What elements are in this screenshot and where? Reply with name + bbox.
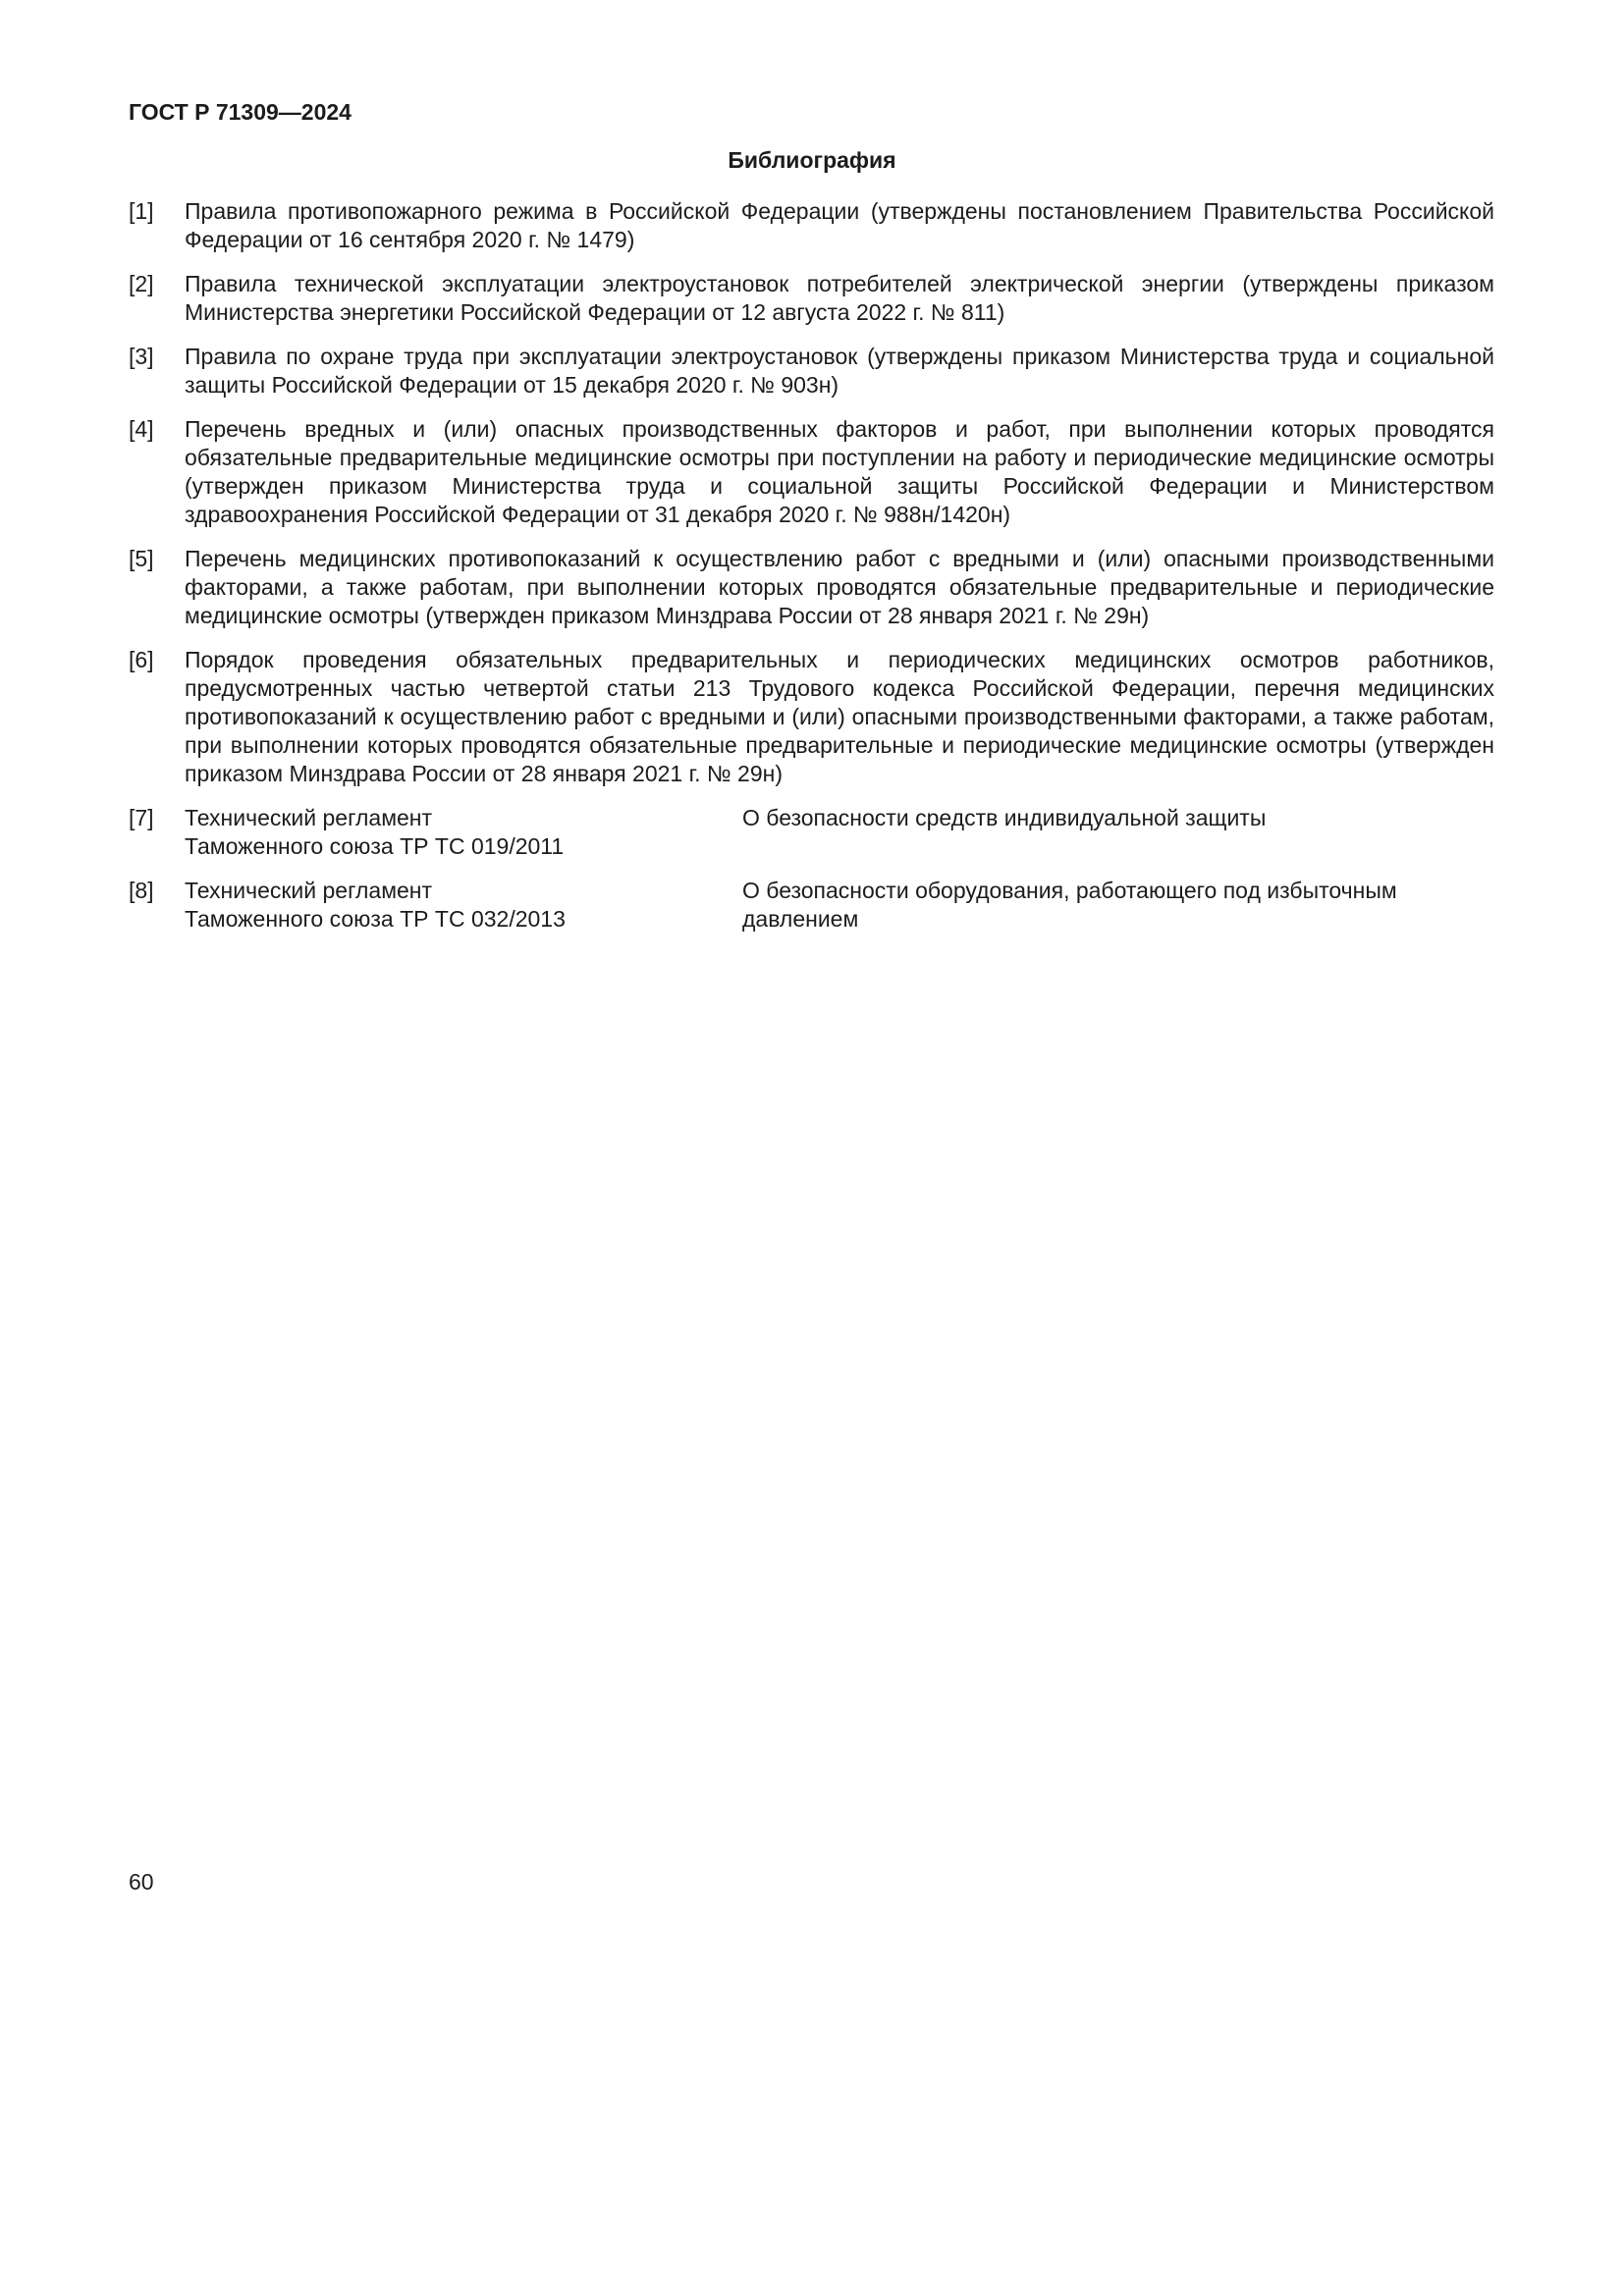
entry-text: Перечень медицинских противопоказаний к осуществлению работ с вредными и (или) опасными производственными факторами, а также работам, при выполнении которых проводятся обязательные предварительные и периодические медицинские осмотры (утвержден приказом Минздрава России от 28 января 2021 г. № 29н): [185, 546, 1494, 628]
page-title: Библиография: [728, 147, 896, 173]
document-header: ГОСТ Р 71309—2024: [129, 99, 352, 125]
entry-text: Порядок проведения обязательных предварительных и периодических медицинских осмотров работников, предусмотренных частью четвертой статьи 213 Трудового кодекса Российской Федерации, перечня медицинских противопоказаний к осуществлению работ с вредными и (или) опасными производственными факторами, а также работам, при выполнении которых проводятся обязательные предварительные и периодические медицинские осмотры (утвержден приказом Минздрава России от 28 января 2021 г. № 29н): [185, 647, 1494, 786]
entry-left-line: Технический регламент: [185, 878, 433, 903]
entry-text: Правила технической эксплуатации электроустановок потребителей электрической энергии (утверждены приказом Министерства энергетики Российской Федерации от 12 августа 2022 г. № 811): [185, 271, 1494, 325]
bibliography-list: [129, 197, 1494, 949]
entry-number: [4]: [129, 416, 154, 442]
entry-number: [7]: [129, 805, 154, 830]
entry-number: [8]: [129, 878, 154, 903]
entry-right-column: О безопасности средств индивидуальной защиты: [742, 805, 1267, 830]
entry-left-line: Технический регламент: [185, 805, 433, 830]
bibliography-entry: [129, 804, 1494, 861]
entry-text: Перечень вредных и (или) опасных производственных факторов и работ, при выполнении которых проводятся обязательные предварительные медицинские осмотры при поступлении на работу и периодические медицинские осмотры (утвержден приказом Министерства труда и социальной защиты Российской Федерации и Министерством здравоохранения Российской Федерации от 31 декабря 2020 г. № 988н/1420н): [185, 416, 1494, 527]
entry-text: Правила противопожарного режима в Российской Федерации (утверждены постановлением Правительства Российской Федерации от 16 сентября 2020 г. № 1479): [185, 198, 1494, 252]
entry-right-column: О безопасности оборудования, работающего под избыточным давлением: [742, 878, 1397, 932]
entry-number: [3]: [129, 344, 154, 369]
bibliography-entry: [129, 415, 1494, 529]
bibliography-entry: [129, 343, 1494, 400]
entry-left-column: [185, 804, 742, 861]
bibliography-entry: [129, 270, 1494, 327]
entry-columns: [185, 804, 1494, 861]
bibliography-entry: [129, 197, 1494, 254]
entry-number: [6]: [129, 647, 154, 672]
entry-number: [2]: [129, 271, 154, 296]
bibliography-entry: [129, 877, 1494, 934]
page-number: 60: [129, 1869, 154, 1895]
entry-number: [1]: [129, 198, 154, 224]
entry-text: Правила по охране труда при эксплуатации электроустановок (утверждены приказом Министерства труда и социальной защиты Российской Федерации от 15 декабря 2020 г. № 903н): [185, 344, 1494, 398]
entry-number: [5]: [129, 546, 154, 571]
entry-left-line: Таможенного союза ТР ТС 032/2013: [185, 906, 566, 932]
entry-left-line: Таможенного союза ТР ТС 019/2011: [185, 833, 565, 859]
bibliography-entry: [129, 646, 1494, 788]
bibliography-entry: [129, 545, 1494, 630]
entry-columns: [185, 877, 1494, 934]
entry-left-column: [185, 877, 742, 934]
